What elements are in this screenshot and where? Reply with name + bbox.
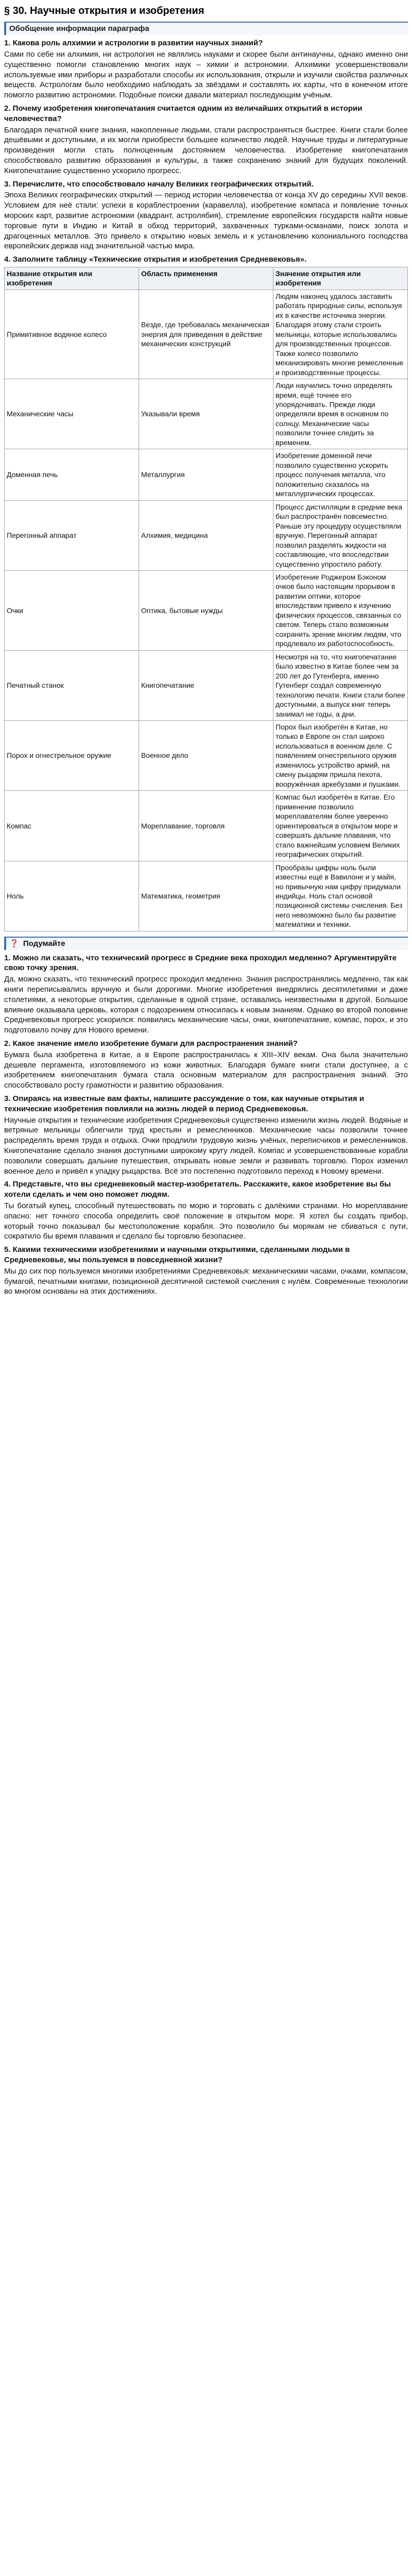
qa-block-1 [4,38,408,100]
table-cell-area: Алхимия, медицина [139,500,273,570]
table-cell-name: Очки [5,570,139,650]
table-header-row [5,267,408,290]
column-header-name: Название открытия или изобретения [5,267,139,290]
table-cell-area: Оптика, бытовые нужды [139,570,273,650]
table-row [5,791,408,861]
lightbulb-icon: ❓ [9,939,19,948]
table-cell-significance: Процесс дистилляции в средние века был распространён повсеместно. Раньше эту процедуру осуществляли вручную. Перегонный аппарат позволил разделять жидкости на составляющие, что впоследствии существенно упростило работу. [273,500,408,570]
table-cell-area: Везде, где требовалась механическая энергия для приведения в действие механических конструкций [139,290,273,379]
table-cell-significance: Люди научились точно определять время, ещё точнее его упорядочивать. Прежде люди определяли время в основном по солнцу. Механические часы позволили точнее следить за временем. [273,379,408,449]
column-header-significance: Значение открытия или изобретения [273,267,408,290]
table-cell-area: Указывали время [139,379,273,449]
qa-block-2 [4,104,408,176]
section-header-think [4,937,408,950]
column-header-area: Область применения [139,267,273,290]
table-cell-name: Примитивное водяное колесо [5,290,139,379]
table-row [5,650,408,720]
table-cell-significance: Прообразы цифры ноль были известны ещё в Вавилоне и у майя, но привычную нам цифру придумали индийцы. Ноль стал основой позиционной системы счисления. Без него невозможно было бы развитие математики и техники. [273,861,408,931]
table-cell-name: Порох и огнестрельное оружие [5,721,139,791]
table-row [5,861,408,931]
qa-block-4 [4,255,408,265]
answer: Эпоха Великих географических открытий — период истории человечества от конца XV до середины XVII веков. Условием для неё стали: успехи в кораблестроении (каравелла), изобретение компаса и появление точных морских карт, развитие астрономии (квадрант, астролябия), стремление европейских государств найти новые торговые пути в Индию и Китай в обход территорий, захваченных турками-османами, поиск золота и драгоценных металлов. Это привело к открытию новых земель и к установлению колониального господства европейских держав над значительной частью мира. [4,191,408,251]
inventions-table [4,267,408,931]
answer: Ты богатый купец, способный путешествовать по морю и торговать с далёкими странами. Но мореплавание опасно: нет точного способа определить своё положение в открытом море. Я хотел бы создать прибор, который точно показывал бы местоположение корабля. Это позволило бы морякам не сбиваться с пути, сократило бы время плавания и сделало бы торговлю безопаснее. [4,1201,408,1241]
table-row [5,379,408,449]
table-cell-name: Доменная печь [5,449,139,500]
table-cell-significance: Порох был изобретён в Китае, но только в Европе он стал широко использоваться в военном деле. С появлением огнестрельного оружия изменилось устройство армий, на смену рыцарям пришла пехота, вооружённая аркебузами и пушками. [273,721,408,791]
table-cell-area: Металлургия [139,449,273,500]
think-block-3 [4,1094,408,1176]
table-row [5,449,408,500]
answer: Сами по себе ни алхимия, ни астрология не являлись науками и скорее были антинаучны, однако именно они существенно помогли становлению многих наук – химии и астрономии. Алхимики усовершенствовали используемые ими приборы и разработали способы их использования, открыли и изучили свойства различных веществ. Астрологам было необходимо наблюдать за звёздами и составлять их карты, что в конечном итоге помогло развитию астрономии. Подобные поиски давали материал последующим учёным. [4,49,408,100]
table-cell-area: Мореплавание, торговля [139,791,273,861]
think-block-1 [4,953,408,1036]
table-row [5,570,408,650]
table-cell-name: Компас [5,791,139,861]
question: 3. Перечислите, что способствовало началу Великих географических открытий. [4,179,314,189]
answer: Бумага была изобретена в Китае, а в Европе распространилась к XIII–XIV векам. Она была значительно дешевле пергамента, изготовляемого из кожи животных. Благодаря бумаге книги стали доступнее, а с изобретением книгопечатания бумага стала основным материалом для распространения знаний. Это способствовало росту грамотности и развитию образования. [4,1050,408,1090]
table-cell-area: Книгопечатание [139,650,273,720]
question: 2. Какое значение имело изобретение бумаги для распространения знаний? [4,1039,298,1048]
question: 4. Представьте, что вы средневековый мастер-изобретатель. Расскажите, какое изобретение вы бы хотели сделать и чем оно поможет людям. [4,1180,391,1199]
table-row [5,290,408,379]
table-cell-significance: Изобретение доменной печи позволило существенно ускорить процесс получения металла, что положительно сказалось на металлургических процессах. [273,449,408,500]
section-header-summary: Обобщение информации параграфа [4,22,408,35]
qa-block-3 [4,179,408,252]
table-cell-name: Ноль [5,861,139,931]
answer: Научные открытия и технические изобретения Средневековья существенно изменили жизнь людей. Водяные и ветряные мельницы облегчили труд крестьян и ремесленников. Механические часы позволили точнее распределять время труда и отдыха. Очки продлили трудовую жизнь учёных, переписчиков и ремесленников. Книгопечатание сделало знания доступными широкому кругу людей. Компас и усовершенствованные корабли позволили совершать дальние путешествия, открывать новые земли и развивать торговлю. Порох изменил военное дело и привёл к упадку рыцарства. Всё это постепенно подготовило переход к Новому времени. [4,1115,408,1176]
table-cell-significance: Несмотря на то, что книгопечатание было известно в Китае более чем за 200 лет до Гутенберга, именно Гутенберг создал современную технологию печати. Книги стали более доступными, а выпуск книг теперь занимал не годы, а дни. [273,650,408,720]
table-cell-significance: Компас был изобретён в Китае. Его применение позволило мореплавателям более уверенно ориентироваться в открытом море и совершать дальние плавания, что стало важнейшим условием Великих географических открытий. [273,791,408,861]
think-block-2 [4,1039,408,1091]
answer: Мы до сих пор пользуемся многими изобретениями Средневековья: механическими часами, очками, компасом, бумагой, печатными книгами, позиционной десятичной системой счисления с нулём. Современные технологии во многом основаны на этих достижениях. [4,1266,408,1296]
think-block-4 [4,1179,408,1242]
table-cell-area: Военное дело [139,721,273,791]
table-cell-name: Механические часы [5,379,139,449]
table-cell-significance: Людям наконец удалось заставить работать природные силы, используя их в качестве источника энергии. Благодаря этому стали строить мельницы, которые использовались для производственных процессов. Также колесо позволило механизировать многие ремесленные и производственные процессы. [273,290,408,379]
question: 5. Какими техническими изобретениями и научными открытиями, сделанными людьми в Средневековье, мы пользуемся в повседневной жизни? [4,1245,350,1264]
question: 2. Почему изобретения книгопечатания считается одним из величайших открытий в истории человечества? [4,104,363,123]
question: 3. Опираясь на известные вам факты, напишите рассуждение о том, как научные открытия и технические изобретения повлияли на жизнь людей в период Средневековья. [4,1094,365,1113]
table-cell-area: Математика, геометрия [139,861,273,931]
table-row [5,500,408,570]
think-block-5 [4,1245,408,1297]
table-cell-name: Перегонный аппарат [5,500,139,570]
question: 1. Можно ли сказать, что технический прогресс в Средние века проходил медленно? Аргументируйте свою точку зрения. [4,953,397,973]
table-row [5,721,408,791]
table-cell-significance: Изобретение Роджером Бэконом очков было настоящим прорывом в развитии оптики, которое впоследствии привело к изучению физических процессов, связанных со светом. Теперь стало возможным сохранить зрение многим людям, что продлевало их работоспособность. [273,570,408,650]
table-cell-name: Печатный станок [5,650,139,720]
section-header-label: Подумайте [23,939,65,948]
page-title: § 30. Научные открытия и изобретения [4,5,204,16]
answer: Да, можно сказать, что технический прогресс проходил медленно. Знания распространялись медленно, так как книги переписывались вручную и были дорогими. Многие изобретения внедрялись десятилетиями и даже столетиями, а некоторые открытия, сделанные в одной стране, оставались неизвестными в другой. Большое влияние оказывала церковь, которая с подозрением относилась к новым знаниям. Однако во второй половине Средневековья прогресс ускорился: появились механические часы, очки, книгопечатание, компас, порох, и это подготовило почву для Нового времени. [4,975,408,1035]
question: 4. Заполните таблицу «Технические открытия и изобретения Средневековья». [4,255,307,264]
answer: Благодаря печатной книге знания, накопленные людьми, стали распространяться быстрее. Книги стали более дешёвыми и доступными, и их могли приобрести большее количество людей. Научные труды и литературные произведения могли стать полноценным достоянием человечества. Изобретение книгопечатания способствовало развитию образования и культуры, а также сохранению знаний для будущих поколений. Книгопечатание существенно ускорило прогресс. [4,125,408,175]
question: 1. Какова роль алхимии и астрологии в развитии научных знаний? [4,39,263,48]
